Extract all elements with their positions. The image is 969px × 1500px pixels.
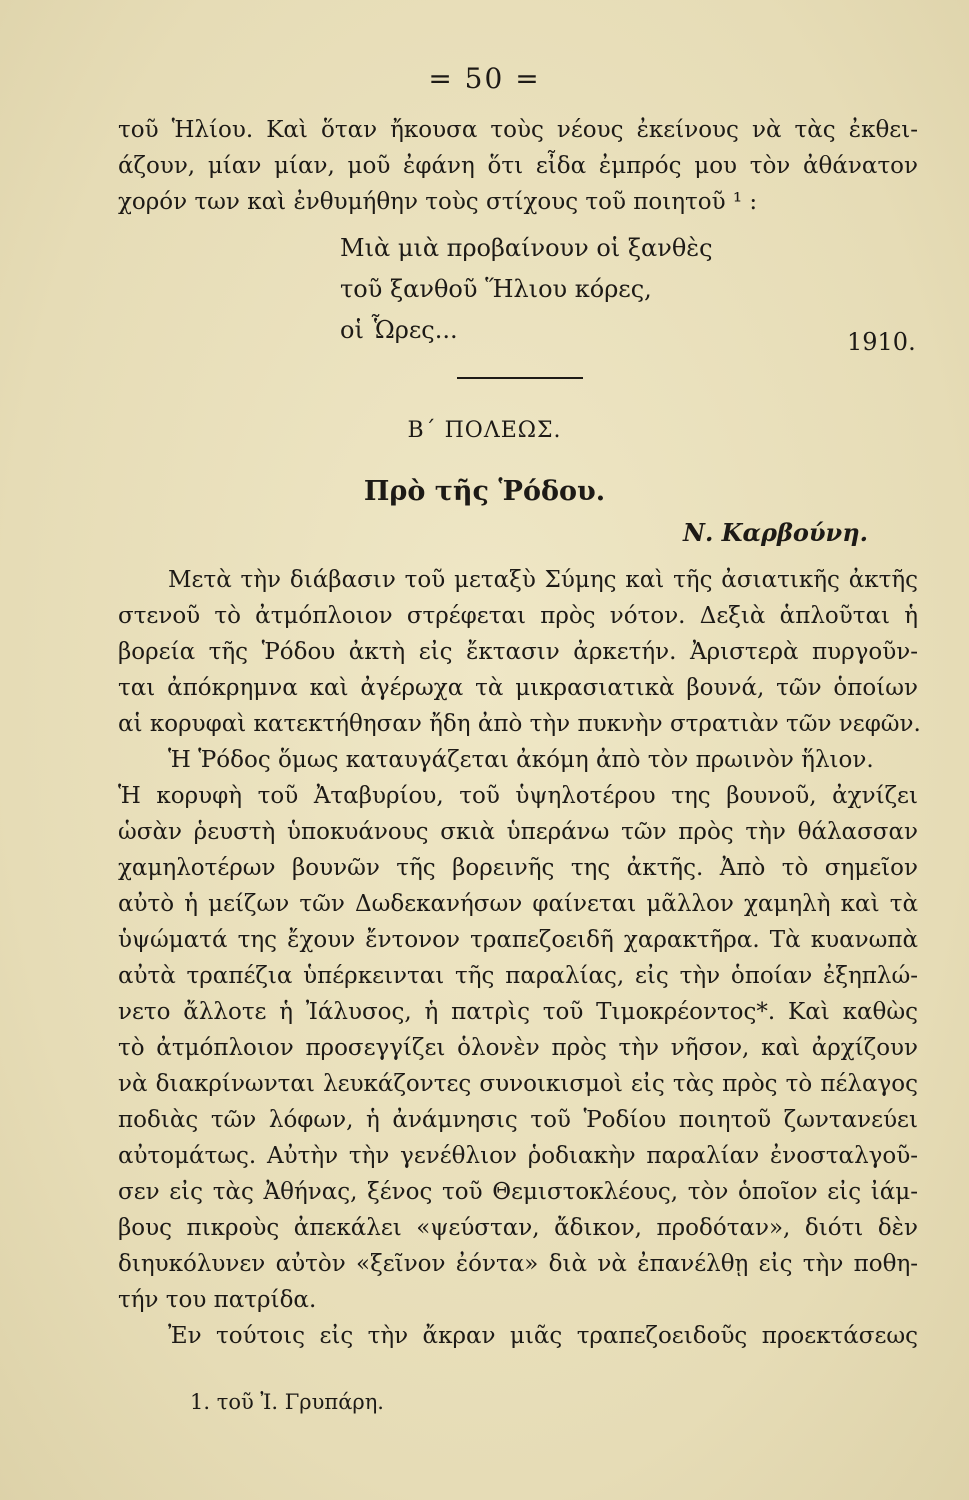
text-line: Ἡ κορυφὴ τοῦ Ἀταβυρίου, τοῦ ὑψηλοτέρου της βουνοῦ, ἀχνίζει: [118, 783, 918, 809]
poem-line: οἱ Ὧρες...: [340, 316, 458, 344]
poem-line: τοῦ ξανθοῦ Ἥλιου κόρες,: [340, 275, 652, 303]
text-line: αὐτὸ ἡ μείζων τῶν Δωδεκανήσων φαίνεται μᾶλλον χαμηλὴ καὶ τὰ: [118, 891, 918, 917]
poem-line: Μιὰ μιὰ προβαίνουν οἱ ξανθὲς: [340, 234, 713, 262]
text-line: ὡσὰν ῥευστὴ ὑποκυάνους σκιὰ ὑπεράνω τῶν πρὸς τὴν θάλασσαν: [118, 819, 918, 845]
intro-paragraph: [118, 112, 918, 220]
text-line: βους πικροὺς ἀπεκάλει «ψεύσταν, ἄδικον, προδόταν», διότι δὲν: [118, 1215, 918, 1241]
text-line: χορόν των καὶ ἐνθυμήθην τοὺς στίχους τοῦ ποιητοῦ ¹ :: [118, 189, 758, 215]
text-line: ται ἀπόκρημνα καὶ ἀγέρωχα τὰ μικρασιατικὰ βουνά, τῶν ὁποίων: [118, 675, 918, 701]
article-author: Ν. Καρβούνη.: [683, 518, 868, 547]
text-line: νὰ διακρίνωνται λευκάζοντες συνοικισμοὶ εἰς τὰς πρὸς τὸ πέλαγος: [118, 1071, 918, 1097]
text-line: άζουν, μίαν μίαν, μοῦ ἐφάνη ὅτι εἶδα ἐμπρός μου τὸν ἀθάνατον: [118, 153, 918, 179]
article-title: Πρὸ τῆς Ῥόδου.: [363, 476, 606, 507]
text-line: Ἡ Ῥόδος ὅμως καταυγάζεται ἀκόμη ἀπὸ τὸν πρωινὸν ἥλιον.: [168, 747, 874, 773]
text-line: Ἐν τούτοις εἰς τὴν ἄκραν μιᾶς τραπεζοειδοῦς προεκτάσεως: [168, 1323, 918, 1349]
text-line: τὸ ἀτμόπλοιον προσεγγίζει ὁλονὲν πρὸς τὴν νῆσον, καὶ ἀρχίζουν: [118, 1035, 918, 1061]
text-line: χαμηλοτέρων βουνῶν τῆς βορεινῆς της ἀκτῆς. Ἀπὸ τὸ σημεῖον: [118, 855, 918, 881]
text-line: σεν εἰς τὰς Ἀθήνας, ξένος τοῦ Θεμιστοκλέους, τὸν ὁποῖον εἰς ἰάμ-: [118, 1179, 918, 1205]
text-line: τοῦ Ἡλίου. Καὶ ὅταν ἤκουσα τοὺς νέους ἐκείνους νὰ τὰς ἐκθει-: [118, 117, 918, 143]
text-line: διηυκόλυνεν αὐτὸν «ξεῖνον ἐόντα» διὰ νὰ ἐπανέλθῃ εἰς τὴν ποθη-: [118, 1251, 918, 1277]
text-line: αὐτὰ τραπέζια ὑπέρκεινται τῆς παραλίας, εἰς τὴν ὁποίαν ἐξηπλώ-: [118, 963, 918, 989]
poem-quote: [340, 228, 713, 351]
text-line: βορεία τῆς Ῥόδου ἀκτὴ εἰς ἔκτασιν ἀρκετήν. Ἀριστερὰ πυργοῦν-: [118, 639, 918, 665]
text-line: αἱ κορυφαὶ κατεκτήθησαν ἤδη ἀπὸ τὴν πυκνὴν στρατιὰν τῶν νεφῶν.: [118, 711, 921, 737]
text-line: Μετὰ τὴν διάβασιν τοῦ μεταξὺ Σύμης καὶ τῆς ἀσιατικῆς ἀκτῆς: [168, 567, 918, 593]
text-line: νετο ἄλλοτε ἡ Ἰάλυσος, ἡ πατρὶς τοῦ Τιμοκρέοντος*. Καὶ καθὼς: [118, 999, 918, 1025]
page-number: = 50 =: [428, 62, 541, 95]
text-line: ποδιὰς τῶν λόφων, ἡ ἀνάμνησις τοῦ Ῥοδίου ποιητοῦ ζωντανεύει: [118, 1107, 918, 1133]
text-line: ὑψώματά της ἔχουν ἔντονον τραπεζοειδῆ χαρακτῆρα. Τὰ κυανωπὰ: [118, 927, 918, 953]
text-line: τήν του πατρίδα.: [118, 1287, 317, 1313]
text-line: αὐτομάτως. Αὐτὴν τὴν γενέθλιον ῥοδιακὴν παραλίαν ἐνοσταλγοῦ-: [118, 1143, 918, 1169]
article-body: [118, 562, 921, 1354]
text-line: στενοῦ τὸ ἀτμόπλοιον στρέφεται πρὸς νότον. Δεξιὰ ἁπλοῦται ἡ: [118, 603, 918, 629]
section-heading: Β΄ ΠΟΛΕΩΣ.: [407, 418, 562, 443]
poem-year: 1910.: [847, 328, 916, 356]
footnote: 1. τοῦ Ἰ. Γρυπάρη.: [190, 1390, 384, 1414]
section-divider: [457, 377, 583, 379]
